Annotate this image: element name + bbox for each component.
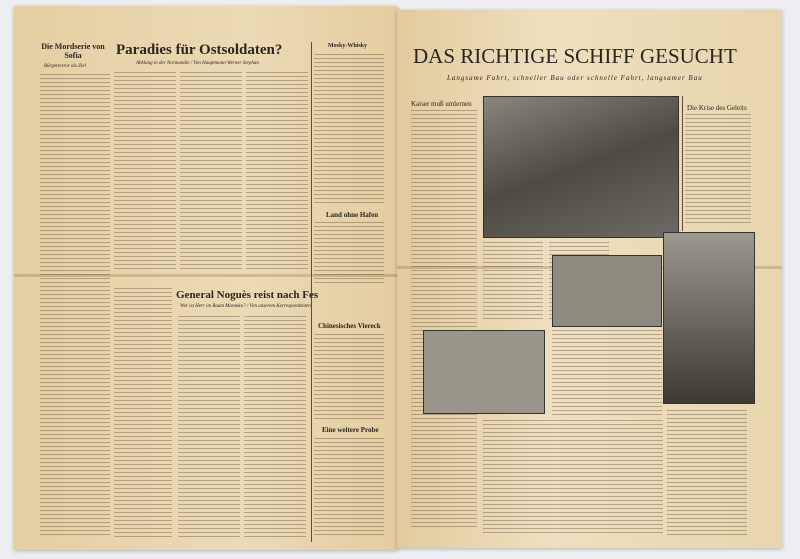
headline-mordserie: Die Mordserie von Sofia — [41, 42, 105, 61]
text-column — [40, 74, 110, 538]
column-rule — [682, 96, 683, 231]
text-column — [244, 316, 306, 538]
text-column — [552, 330, 662, 415]
headline-nogues: General Noguès reist nach Fes — [176, 289, 319, 301]
headline-krise-geleits: Die Krise des Geleits — [687, 104, 747, 112]
headline-mosky: Mosky-Whisky — [328, 43, 368, 49]
text-column — [314, 222, 384, 284]
main-subhead: Langsame Fahrt, schneller Bau oder schnelle Fahrt, langsamer Bau — [447, 74, 703, 82]
text-column — [178, 316, 240, 538]
headline-paradies: Paradies für Ostsoldaten? — [116, 42, 283, 58]
text-column — [314, 334, 384, 419]
headline-kaiser: Kaiser muß umlernen — [411, 100, 472, 108]
shipyard-photo — [552, 255, 662, 327]
text-column — [667, 410, 747, 535]
left-newspaper-page — [14, 6, 398, 550]
text-column — [246, 72, 308, 272]
subhead-nogues: Wer ist Herr im Raum Marokko? / Von unserem Korrespondenten — [180, 304, 311, 309]
text-column — [314, 438, 384, 538]
text-column — [411, 110, 477, 530]
subhead-mordserie: Bürgerterror als Ziel — [44, 64, 86, 69]
text-column — [114, 288, 172, 538]
main-headline: DAS RICHTIGE SCHIFF GESUCHT — [413, 44, 737, 68]
text-column — [180, 72, 242, 272]
text-column — [483, 242, 543, 322]
text-column — [314, 54, 384, 204]
text-column — [114, 72, 176, 272]
cargo-ships-photo — [423, 330, 545, 414]
headline-land-ohne-hafen: Land ohne Hafen — [326, 211, 379, 219]
text-column — [483, 420, 663, 535]
right-newspaper-page — [397, 10, 782, 548]
ship-illustration — [483, 96, 679, 238]
crane-photo — [663, 232, 755, 404]
subhead-paradies: Abklang in der Normandie / Von Hauptmann Werner Stephan — [136, 61, 259, 66]
headline-weitere-probe: Eine weitere Probe — [322, 426, 379, 434]
text-column — [685, 114, 751, 226]
headline-chinesisches-viereck: Chinesisches Viereck — [318, 322, 381, 330]
